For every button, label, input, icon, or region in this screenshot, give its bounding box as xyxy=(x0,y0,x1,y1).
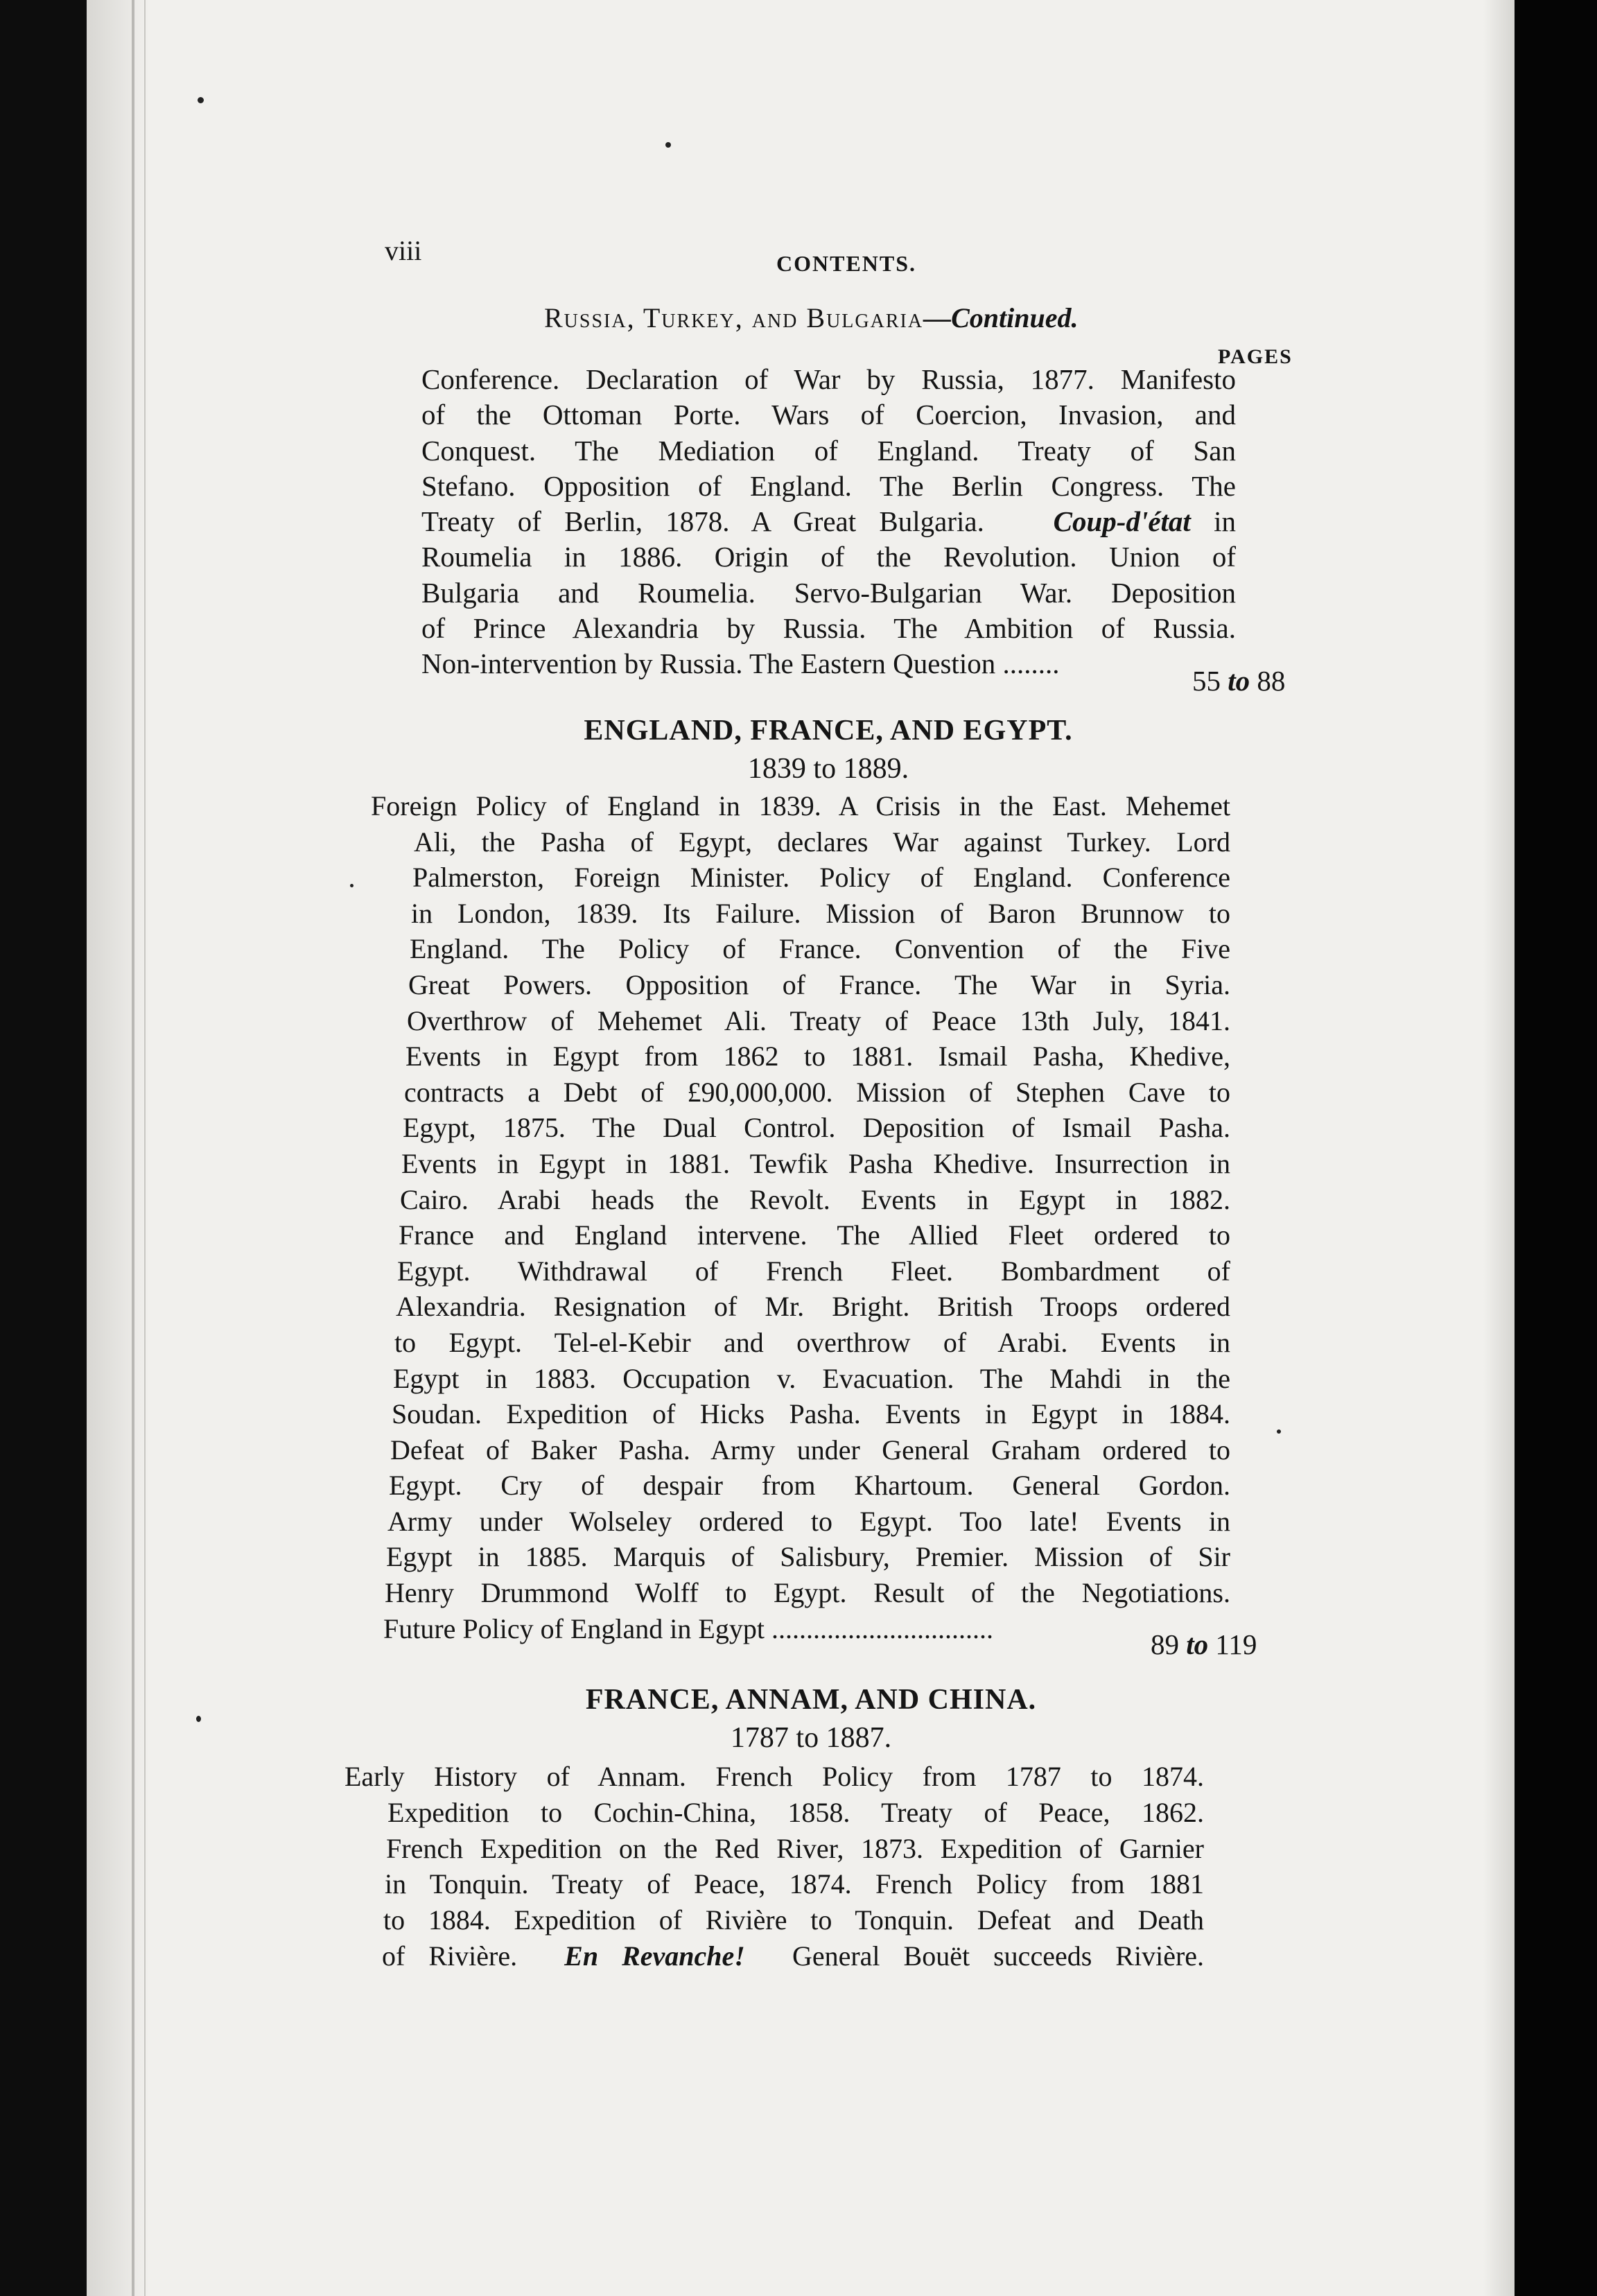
section-title: Russia, Turkey, and Bulgaria xyxy=(544,302,924,333)
toc-line: Cairo. Arabi heads the Revolt. Events in Egypt in 1882. xyxy=(400,1183,1230,1215)
continued-section-title xyxy=(544,302,1078,334)
range-end: 119 xyxy=(1215,1628,1257,1660)
toc-line xyxy=(344,1938,1204,1974)
toc-line: Ali, the Pasha of Egypt, declares War against Turkey. Lord xyxy=(414,826,1230,858)
toc-line: Henry Drummond Wolff to Egypt. Result of the Negotiations. xyxy=(385,1577,1230,1609)
page-range xyxy=(1192,664,1285,697)
toc-line: to 1884. Expedition of Rivière to Tonquin. Defeat and Death xyxy=(383,1904,1204,1936)
toc-line: Foreign Policy of England in 1839. A Crisis in the East. Mehemet xyxy=(371,790,1230,821)
ink-speck xyxy=(1277,1429,1281,1434)
toc-line: Non-intervention by Russia. The Eastern Question ........ xyxy=(421,647,1060,680)
toc-line: to Egypt. Tel-el-Kebir and overthrow of Arabi. Events in xyxy=(394,1326,1230,1358)
toc-line: Egypt in 1885. Marquis of Salisbury, Premier. Mission of Sir xyxy=(386,1541,1230,1573)
running-head: CONTENTS. xyxy=(776,251,917,276)
ink-speck xyxy=(196,1716,201,1722)
toc-line: Future Policy of England in Egypt ................................ xyxy=(383,1612,993,1644)
ink-speck xyxy=(665,142,671,148)
toc-line-text: in xyxy=(1214,505,1236,538)
toc-line: Events in Egypt from 1862 to 1881. Ismail Pasha, Khedive, xyxy=(405,1041,1230,1072)
toc-line: French Expedition on the Red River, 1873. Expedition of Garnier xyxy=(386,1832,1204,1864)
ink-speck xyxy=(198,97,204,103)
toc-line: of the Ottoman Porte. Wars of Coercion, Invasion, and xyxy=(421,399,1236,431)
toc-line: of Prince Alexandria by Russia. The Ambition of Russia. xyxy=(421,612,1236,645)
ink-speck xyxy=(350,884,354,887)
toc-line xyxy=(421,504,1236,539)
toc-line: Palmerston, Foreign Minister. Policy of England. Conference xyxy=(412,862,1230,894)
toc-line-text: General Bouët succeeds Rivière. xyxy=(792,1940,1205,1972)
toc-line: Great Powers. Opposition of France. The War in Syria. xyxy=(408,968,1230,1000)
toc-line-text: Treaty of Berlin, 1878. A Great Bulgaria. xyxy=(421,505,984,538)
toc-line: Egypt, 1875. The Dual Control. Deposition of Ismail Pasha. xyxy=(403,1112,1230,1144)
toc-line: Overthrow of Mehemet Ali. Treaty of Peace 13th July, 1841. xyxy=(407,1004,1230,1036)
page-folio: viii xyxy=(385,235,422,266)
range-to: to xyxy=(1186,1628,1209,1660)
toc-line: in London, 1839. Its Failure. Mission of Baron Brunnow to xyxy=(411,897,1230,929)
section-dates: 1787 to 1887. xyxy=(730,1722,892,1754)
toc-line: Egypt. Withdrawal of French Fleet. Bombardment of xyxy=(397,1255,1230,1287)
binding-shadow xyxy=(87,0,149,2296)
toc-line: England. The Policy of France. Convention of the Five xyxy=(410,933,1230,965)
range-start: 89 xyxy=(1151,1628,1179,1660)
toc-line: Conference. Declaration of War by Russia, 1877. Manifesto xyxy=(421,363,1236,395)
toc-line: Bulgaria and Roumelia. Servo-Bulgarian War. Deposition xyxy=(421,576,1236,609)
continued-suffix: —Continued. xyxy=(923,302,1079,333)
section-dates: 1839 to 1889. xyxy=(747,753,909,785)
toc-entry-russia xyxy=(421,362,1236,682)
toc-line: Expedition to Cochin-China, 1858. Treaty of Peace, 1862. xyxy=(387,1796,1204,1828)
toc-line: in Tonquin. Treaty of Peace, 1874. French Policy from 1881 xyxy=(385,1868,1204,1900)
toc-line: Soudan. Expedition of Hicks Pasha. Events in Egypt in 1884. xyxy=(392,1398,1230,1430)
binding-edge-line xyxy=(144,0,146,2296)
pages-column-label: PAGES xyxy=(1218,345,1293,368)
section-heading: ENGLAND, FRANCE, AND EGYPT. xyxy=(584,715,1073,747)
toc-line-text: of Rivière. xyxy=(382,1940,518,1972)
toc-line: Stefano. Opposition of England. The Berlin Congress. The xyxy=(421,469,1236,502)
right-edge-shade xyxy=(1483,0,1515,2296)
range-start: 55 xyxy=(1192,665,1221,697)
section-heading: FRANCE, ANNAM, AND CHINA. xyxy=(585,1684,1037,1716)
page-range xyxy=(1151,1628,1257,1661)
binding-edge-line xyxy=(132,0,134,2296)
toc-line: Conquest. The Mediation of England. Treaty of San xyxy=(421,434,1236,467)
toc-line: contracts a Debt of £90,000,000. Mission of Stephen Cave to xyxy=(404,1076,1230,1108)
toc-line: Defeat of Baker Pasha. Army under General Graham ordered to xyxy=(390,1434,1230,1466)
toc-line: Army under Wolseley ordered to Egypt. Too late! Events in xyxy=(387,1505,1230,1537)
range-to: to xyxy=(1228,665,1250,697)
toc-line: France and England intervene. The Allied Fleet ordered to xyxy=(399,1219,1230,1251)
right-black-margin xyxy=(1515,0,1597,2296)
toc-entry-egypt xyxy=(371,788,1230,1646)
italic-phrase: En Revanche! xyxy=(564,1940,745,1972)
range-end: 88 xyxy=(1257,665,1286,697)
toc-line: Alexandria. Resignation of Mr. Bright. British Troops ordered xyxy=(396,1291,1230,1323)
toc-line: Egypt in 1883. Occupation v. Evacuation. The Mahdi in the xyxy=(393,1362,1230,1394)
toc-line: Events in Egypt in 1881. Tewfik Pasha Khedive. Insurrection in xyxy=(401,1147,1230,1179)
toc-entry-annam xyxy=(344,1759,1204,1974)
toc-line: Roumelia in 1886. Origin of the Revolution. Union of xyxy=(421,541,1236,573)
toc-line: Egypt. Cry of despair from Khartoum. General Gordon. xyxy=(389,1470,1230,1502)
italic-phrase: Coup-d'état xyxy=(1053,505,1191,538)
toc-line: Early History of Annam. French Policy from 1787 to 1874. xyxy=(344,1761,1204,1792)
